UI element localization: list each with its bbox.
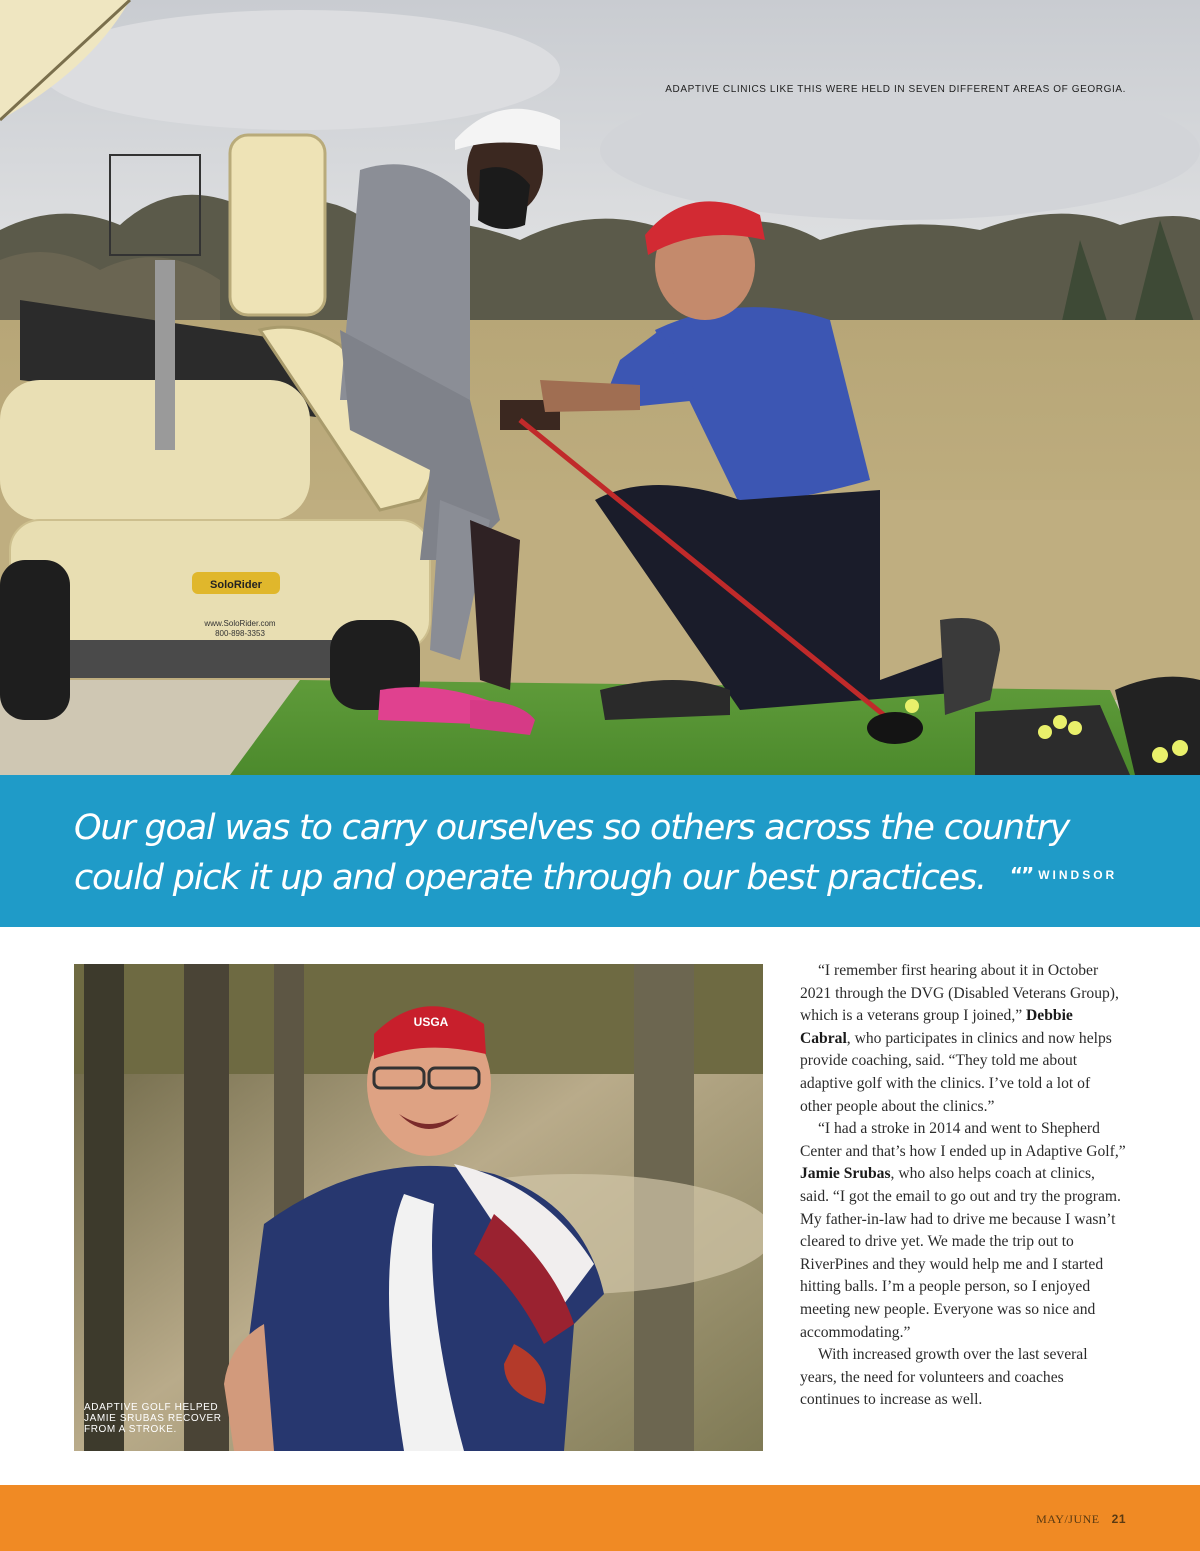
article-text: “I remember first hearing about it in October 2021 through the DVG (Disabled Veterans Group), which is a veterans group I joined,”: [800, 962, 1119, 1025]
portrait-photo-caption: ADAPTIVE GOLF HELPED JAMIE SRUBAS RECOVER FROM A STROKE.: [84, 1402, 222, 1435]
page-number: 21: [1111, 1512, 1126, 1526]
article-body: [800, 960, 1126, 1412]
pull-quote-band: [0, 775, 1200, 927]
person-name: Debbie Cabral: [800, 1007, 1073, 1047]
cart-phone-text: 800-898-3353: [215, 629, 265, 638]
article-text: “I had a stroke in 2014 and went to Shepherd Center and that’s how I ended up in Adaptive Golf,”: [800, 1120, 1126, 1160]
article-paragraph: With increased growth over the last several years, the need for volunteers and coaches continues to increase as well.: [800, 1346, 1088, 1409]
article-paragraph: [800, 1118, 1126, 1344]
cart-brand-logo: SoloRider: [210, 579, 262, 591]
cart-url-text: www.SoloRider.com: [204, 619, 276, 628]
cap-logo: USGA: [413, 1015, 449, 1029]
hero-photo-illustration: [0, 0, 1200, 775]
article-text: , who participates in clinics and now helps provide coaching, said. “They told me about adaptive golf with the clinics. I’ve told a lot of other people about the clinics.”: [800, 1029, 1112, 1115]
hero-photo-caption: ADAPTIVE CLINICS LIKE THIS WERE HELD IN SEVEN DIFFERENT AREAS OF GEORGIA.: [665, 84, 1126, 95]
portrait-photo-illustration: [74, 964, 763, 1451]
issue-label: MAY/JUNE: [1036, 1512, 1100, 1526]
pull-quote-attribution-name: WINDSOR: [1038, 867, 1118, 882]
hero-photo: [0, 0, 1200, 775]
footer-folio: [1036, 1512, 1126, 1527]
pull-quote-attribution: [1010, 850, 1117, 901]
pull-quote: [74, 803, 1134, 904]
person-name: Jamie Srubas: [800, 1165, 891, 1183]
pull-quote-text: Our goal was to carry ourselves so others across the country could pick it up and operate through our best practices.: [74, 808, 1070, 898]
quote-marks-icon: “”: [1009, 863, 1033, 888]
article-paragraph: [800, 960, 1126, 1118]
article-text: , who also helps coach at clinics, said. “I got the email to go out and try the program. My father-in-law had to drive me because I wasn’t cleared to drive yet. We made the trip out to RiverPines and they would help me and I started hitting balls. I’m a people person, so I enjoyed meeting new people. Everyone was so nice and accommodating.”: [800, 1165, 1121, 1341]
page-footer: [0, 1485, 1200, 1551]
portrait-photo: [74, 964, 763, 1451]
